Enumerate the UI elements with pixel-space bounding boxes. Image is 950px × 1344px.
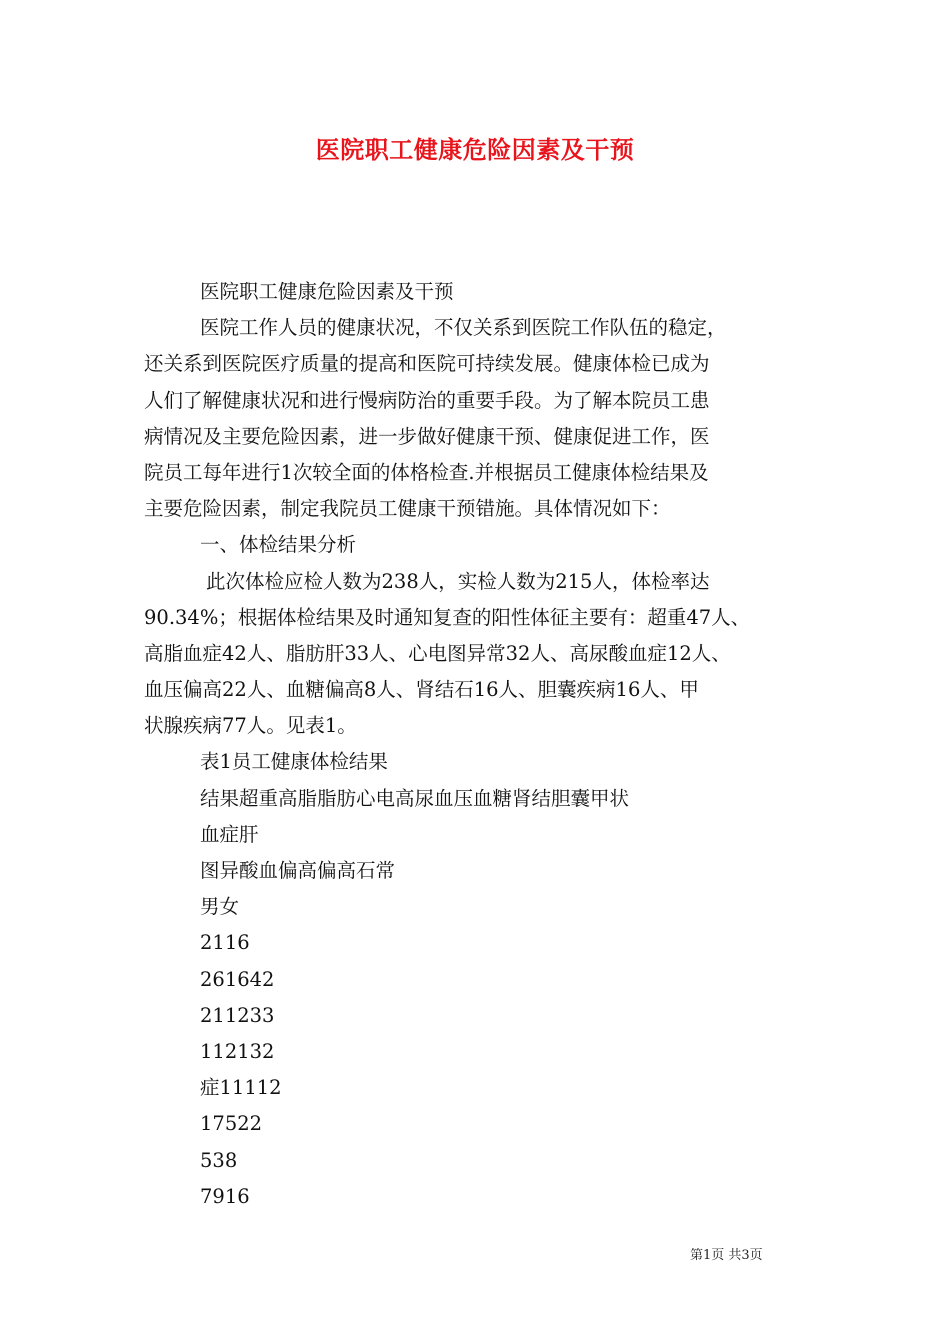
body-line: 一、体检结果分析 — [200, 533, 357, 557]
body-line: 血压偏高22人、血糖偏高8人、肾结石16人、胆囊疾病16人、甲 — [144, 678, 699, 702]
body-line: 此次体检应检人数为238人，实检人数为215人，体检率达 — [206, 569, 710, 593]
body-line: 7916 — [200, 1184, 250, 1208]
body-line: 症11112 — [200, 1076, 282, 1100]
page-title: 医院职工健康危险因素及干预 — [315, 135, 635, 164]
body-line: 261642 — [200, 967, 275, 991]
body-line: 血症肝 — [200, 822, 259, 846]
body-line: 状腺疾病77人。见表1。 — [144, 714, 357, 738]
document-body — [144, 274, 824, 1215]
body-line: 医院职工健康危险因素及干预 — [200, 280, 454, 303]
body-line: 2116 — [200, 931, 250, 955]
body-line: 538 — [200, 1148, 238, 1172]
body-line: 病情况及主要危险因素，进一步做好健康干预、健康促进工作，医 — [144, 424, 710, 448]
page-number: 第1页 共3页 — [690, 1248, 763, 1263]
body-line: 人们了解健康状况和进行慢病防治的重要手段。为了解本院员工患 — [144, 388, 710, 412]
body-line: 表1员工健康体检结果 — [200, 750, 388, 774]
body-line: 还关系到医院医疗质量的提高和医院可持续发展。健康体检已成为 — [144, 352, 710, 376]
body-line: 图异酸血偏高偏高石常 — [200, 859, 396, 882]
body-line: 院员工每年进行1次较全面的体格检查.并根据员工健康体检结果及 — [144, 460, 709, 484]
body-line: 主要危险因素，制定我院员工健康干预错施。具体情况如下： — [144, 497, 671, 521]
body-line: 17522 — [200, 1112, 263, 1136]
body-line: 医院工作人员的健康状况，不仅关系到医院工作队伍的稳定， — [200, 316, 727, 340]
body-line: 高脂血症42人、脂肪肝33人、心电图异常32人、高尿酸血症12人、 — [144, 641, 731, 665]
body-line: 112132 — [200, 1039, 275, 1063]
body-line: 90.34%；根据体检结果及时通知复查的阳性体征主要有：超重47人、 — [144, 605, 751, 629]
body-line: 男女 — [200, 895, 240, 919]
body-line: 211233 — [200, 1003, 275, 1027]
body-line: 结果超重高脂脂肪心电高尿血压血糖肾结胆囊甲状 — [200, 786, 630, 810]
